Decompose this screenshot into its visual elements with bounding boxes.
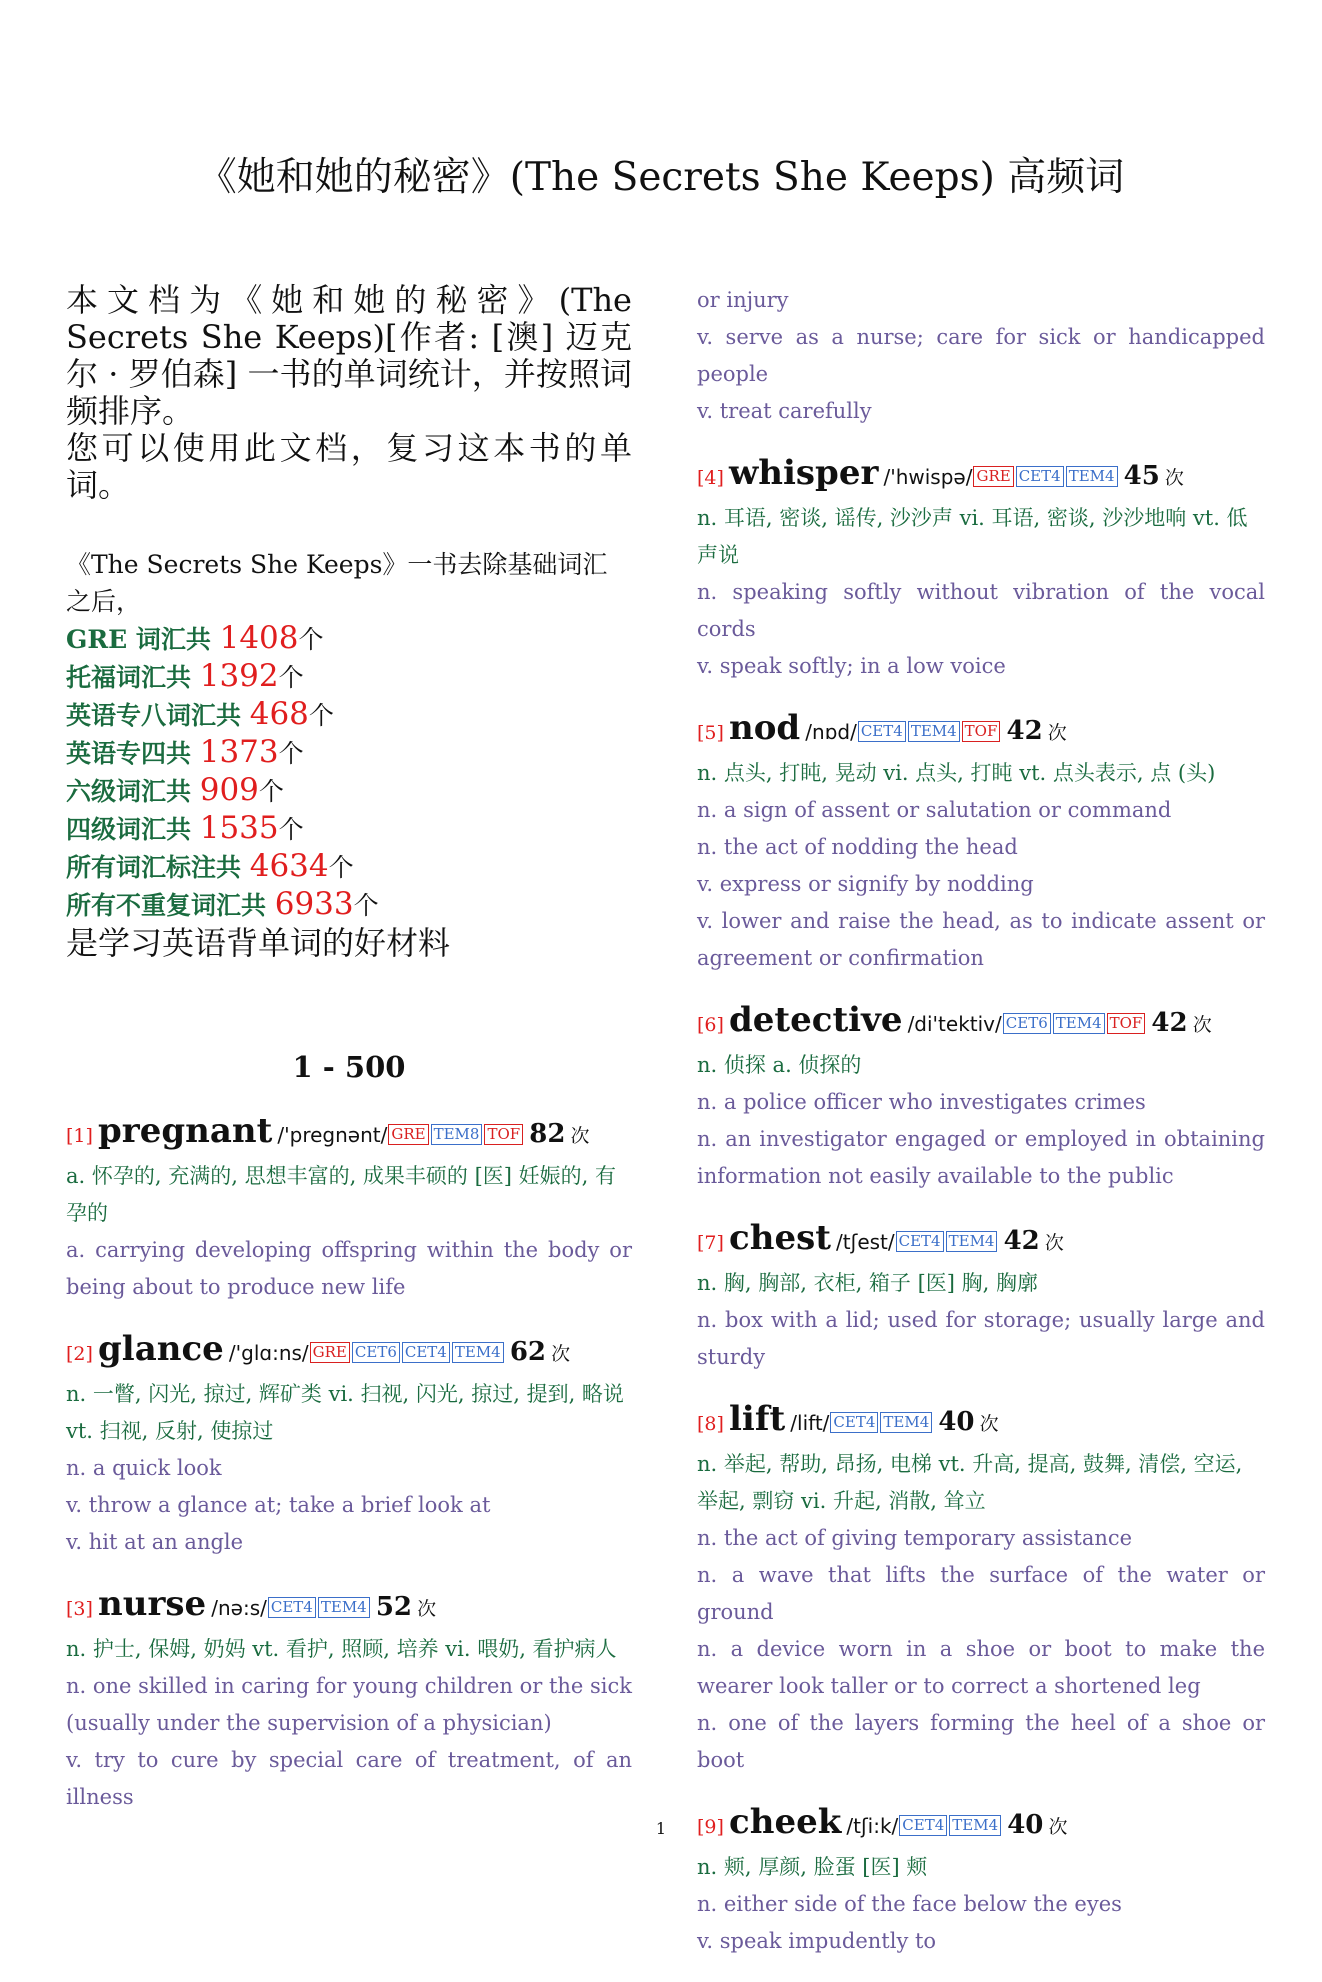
frequency-count: 62 — [509, 1337, 546, 1367]
pronunciation: /tʃest/ — [836, 1230, 895, 1254]
exam-tag: CET4 — [1016, 466, 1064, 487]
frequency-count: 52 — [375, 1592, 412, 1622]
definition-english: n. a wave that lifts the surface of the water or ground — [697, 1563, 1265, 1624]
definition-english: n. speaking softly without vibration of the vocal cords — [697, 580, 1265, 641]
range-heading: 1 - 500 — [292, 1050, 406, 1084]
stat-label: 英语专四 — [66, 739, 167, 768]
entry-index: [9] — [697, 1816, 724, 1838]
stat-mid: 共 — [241, 891, 275, 920]
pronunciation: /'hwispə/ — [883, 465, 973, 489]
summary-stats — [66, 620, 632, 924]
definition-english: n. either side of the face below the eyes — [697, 1892, 1122, 1916]
definition-chinese: a. 怀孕的, 充满的, 思想丰富的, 成果丰硕的 [医] 妊娠的, 有孕的 — [66, 1164, 617, 1225]
stat-row — [66, 734, 632, 772]
frequency-count: 82 — [529, 1119, 566, 1149]
exam-tag: TEM4 — [1066, 466, 1118, 487]
word-entry — [697, 707, 1265, 977]
summary-closing: 是学习英语背单词的好材料 — [66, 924, 451, 962]
pronunciation: /nə:s/ — [211, 1596, 267, 1620]
stat-row — [66, 696, 632, 734]
exam-tag: TEM4 — [318, 1597, 370, 1618]
exam-tag: TOF — [962, 721, 1001, 742]
definition-english: n. a police officer who investigates crimes — [697, 1090, 1146, 1114]
entry-index: [4] — [697, 467, 724, 489]
definition-english: n. the act of giving temporary assistance — [697, 1526, 1133, 1550]
frequency-count: 42 — [1003, 1226, 1040, 1256]
stat-row — [66, 886, 632, 924]
frequency-unit: 次 — [570, 1125, 590, 1147]
definition-english: v. try to cure by special care of treatment, of an illness — [66, 1748, 632, 1809]
headword: nurse — [98, 1584, 207, 1624]
intro-text-2: 您可以使用此文档，复习这本书的单词。 — [66, 429, 632, 504]
frequency-count: 40 — [1007, 1810, 1044, 1840]
entry-index: [8] — [697, 1413, 724, 1435]
stat-value: 1392 — [199, 658, 279, 694]
word-entry — [66, 1110, 632, 1306]
frequency-unit: 次 — [1192, 1014, 1212, 1036]
stat-unit: 个 — [353, 891, 379, 920]
definition-english: v. hit at an angle — [66, 1530, 244, 1554]
headword-line — [66, 1110, 632, 1158]
stat-mid: 共 — [185, 625, 220, 654]
frequency-count: 42 — [1151, 1008, 1188, 1038]
definition-english: n. an investigator engaged or employed in obtaining information not easily available to the public — [697, 1127, 1265, 1188]
word-entry — [697, 999, 1265, 1195]
pronunciation: /nɒd/ — [805, 720, 857, 744]
definition-english: n. one of the layers forming the heel of a shoe or boot — [697, 1711, 1265, 1772]
page-number: 1 — [655, 1819, 667, 1838]
exam-tag: CET6 — [352, 1342, 400, 1363]
stat-label: 所有不重复词汇 — [66, 891, 242, 920]
exam-tag: TEM4 — [908, 721, 960, 742]
exam-tag: GRE — [310, 1342, 350, 1363]
entry-continuation — [697, 282, 1265, 430]
definition-english: v. treat carefully — [697, 399, 872, 423]
exam-tag: CET4 — [268, 1597, 316, 1618]
exam-tag: TOF — [484, 1124, 523, 1145]
exam-tag: CET4 — [899, 1815, 947, 1836]
definition-english: n. the act of nodding the head — [697, 835, 1018, 859]
entry-list-left — [66, 1110, 632, 1816]
exam-tag: TEM4 — [880, 1412, 932, 1433]
entry-index: [5] — [697, 722, 724, 744]
entry-index: [6] — [697, 1014, 724, 1036]
exam-tag: GRE — [973, 466, 1013, 487]
exam-tag: CET6 — [1003, 1013, 1051, 1034]
word-entry — [697, 452, 1265, 685]
definition-chinese: n. 举起, 帮助, 昂扬, 电梯 vt. 升高, 提高, 鼓舞, 清偿, 空运, 举起, 剽窃 vi. 升起, 消散, 耸立 — [697, 1452, 1243, 1513]
definition-english: v. speak softly; in a low voice — [697, 654, 1006, 678]
frequency-unit: 次 — [1047, 722, 1067, 744]
frequency-unit: 次 — [1044, 1232, 1064, 1254]
stat-unit: 个 — [308, 701, 334, 730]
right-column — [697, 282, 1265, 1982]
stat-row — [66, 848, 632, 886]
pronunciation: /lift/ — [790, 1411, 830, 1435]
frequency-unit: 次 — [1048, 1816, 1068, 1838]
word-entry — [66, 1328, 632, 1561]
stat-mid: 共 — [166, 777, 200, 806]
headword: pregnant — [98, 1111, 273, 1151]
frequency-count: 45 — [1123, 461, 1160, 491]
stat-unit: 个 — [258, 777, 284, 806]
exam-tag: TEM4 — [949, 1815, 1001, 1836]
vocabulary-summary — [66, 546, 632, 962]
frequency-unit: 次 — [551, 1343, 571, 1365]
stat-unit: 个 — [278, 815, 304, 844]
left-column — [66, 282, 632, 1838]
exam-tag: CET4 — [858, 721, 906, 742]
stat-label: 托福词汇 — [66, 663, 167, 692]
stat-mid: 共 — [166, 815, 200, 844]
frequency-count: 42 — [1006, 716, 1043, 746]
headword: cheek — [729, 1802, 842, 1842]
pronunciation: /'glɑ:ns/ — [228, 1341, 309, 1365]
definition-chinese: n. 点头, 打盹, 晃动 vi. 点头, 打盹 vt. 点头表示, 点 (头) — [697, 761, 1216, 785]
intro-text-1: 本文档为《她和她的秘密》(The Secrets She Keeps)[作者: [澳] 迈克尔 · 罗伯森] 一书的单词统计，并按照词频排序。 — [66, 281, 632, 430]
frequency-unit: 次 — [417, 1598, 437, 1620]
stat-value: 1535 — [199, 810, 279, 846]
summary-heading: 《The Secrets She Keeps》一书去除基础词汇之后， — [66, 550, 608, 616]
definition-chinese: n. 颊, 厚颜, 脸蛋 [医] 颊 — [697, 1855, 928, 1879]
headword-line — [697, 452, 1265, 500]
definition-english: n. box with a lid; used for storage; usually large and sturdy — [697, 1308, 1265, 1369]
stat-value: 6933 — [274, 886, 354, 922]
entry-index: [3] — [66, 1598, 93, 1620]
definition-english: v. serve as a nurse; care for sick or handicapped people — [697, 325, 1265, 386]
stat-row — [66, 658, 632, 696]
stat-value: 909 — [199, 772, 259, 808]
word-entry — [66, 1583, 632, 1816]
exam-tag: TEM8 — [431, 1124, 483, 1145]
definition-english: or injury — [697, 288, 789, 312]
stat-mid: 共 — [216, 853, 250, 882]
definition-english: v. lower and raise the head, as to indicate assent or agreement or confirmation — [697, 909, 1265, 970]
stat-mid: 共 — [216, 701, 250, 730]
definition-english: v. throw a glance at; take a brief look at — [66, 1493, 491, 1517]
stat-row — [66, 810, 632, 848]
entry-index: [7] — [697, 1232, 724, 1254]
stat-value: 1373 — [199, 734, 279, 770]
headword: chest — [729, 1218, 831, 1258]
entry-index: [1] — [66, 1125, 93, 1147]
headword-line — [697, 707, 1265, 755]
definition-english: a. carrying developing offspring within the body or being about to produce new life — [66, 1238, 632, 1299]
definition-english: n. one skilled in caring for young children or the sick (usually under the supervision of a physician) — [66, 1674, 632, 1735]
stat-unit: 个 — [278, 739, 304, 768]
stat-unit: 个 — [328, 853, 354, 882]
stat-label: 所有词汇标注 — [66, 853, 217, 882]
headword-line — [697, 1217, 1265, 1265]
pronunciation: /'pregnənt/ — [277, 1123, 388, 1147]
definition-chinese: n. 护士, 保姆, 奶妈 vt. 看护, 照顾, 培养 vi. 喂奶, 看护病人 — [66, 1637, 617, 1661]
exam-tag: GRE — [388, 1124, 428, 1145]
stat-value: 4634 — [249, 848, 329, 884]
stat-row — [66, 620, 632, 658]
stat-unit: 个 — [298, 625, 324, 654]
word-entry — [697, 1398, 1265, 1779]
headword-line — [66, 1328, 632, 1376]
frequency-unit: 次 — [1164, 467, 1184, 489]
definition-chinese: n. 胸, 胸部, 衣柜, 箱子 [医] 胸, 胸廓 — [697, 1271, 1039, 1295]
word-entry — [697, 1217, 1265, 1376]
stat-label: 英语专八词汇 — [66, 701, 217, 730]
stat-mid: 共 — [166, 663, 200, 692]
stat-label: GRE 词汇 — [66, 625, 186, 654]
headword: nod — [729, 708, 801, 748]
definition-english: v. express or signify by nodding — [697, 872, 1034, 896]
stat-unit: 个 — [278, 663, 304, 692]
definition-chinese: n. 一瞥, 闪光, 掠过, 辉矿类 vi. 扫视, 闪光, 掠过, 提到, 略说 vt. 扫视, 反射, 使掠过 — [66, 1382, 624, 1443]
headword-line — [697, 1398, 1265, 1446]
definition-english: n. a quick look — [66, 1456, 222, 1480]
exam-tag: CET4 — [830, 1412, 878, 1433]
stat-label: 六级词汇 — [66, 777, 167, 806]
stat-mid: 共 — [166, 739, 200, 768]
pronunciation: /di'tektiv/ — [907, 1012, 1002, 1036]
definition-english: n. a sign of assent or salutation or command — [697, 798, 1172, 822]
pronunciation: /tʃi:k/ — [846, 1814, 899, 1838]
exam-tag: TEM4 — [946, 1231, 998, 1252]
frequency-unit: 次 — [979, 1413, 999, 1435]
exam-tag: TEM4 — [452, 1342, 504, 1363]
frequency-count: 40 — [938, 1407, 975, 1437]
definition-english: v. speak impudently to — [697, 1929, 937, 1953]
definition-chinese: n. 侦探 a. 侦探的 — [697, 1053, 862, 1077]
exam-tag: CET4 — [896, 1231, 944, 1252]
headword: lift — [729, 1399, 786, 1439]
definition-chinese: n. 耳语, 密谈, 谣传, 沙沙声 vi. 耳语, 密谈, 沙沙地响 vt. 低声说 — [697, 506, 1248, 567]
headword: detective — [729, 1000, 903, 1040]
headword-line — [66, 1583, 632, 1631]
intro-paragraph — [66, 282, 632, 504]
entry-list-right — [697, 452, 1265, 1960]
stat-row — [66, 772, 632, 810]
stat-value: 468 — [249, 696, 309, 732]
headword: whisper — [729, 453, 879, 493]
definition-english: n. a device worn in a shoe or boot to make the wearer look taller or to correct a shortened leg — [697, 1637, 1265, 1698]
headword: glance — [98, 1329, 224, 1369]
headword-line — [697, 999, 1265, 1047]
stat-value: 1408 — [219, 620, 299, 656]
exam-tag: TOF — [1107, 1013, 1146, 1034]
exam-tag: TEM4 — [1053, 1013, 1105, 1034]
exam-tag: CET4 — [402, 1342, 450, 1363]
entry-index: [2] — [66, 1343, 93, 1365]
document-title: 《她和她的秘密》(The Secrets She Keeps) 高频词 — [197, 155, 1125, 200]
stat-label: 四级词汇 — [66, 815, 167, 844]
